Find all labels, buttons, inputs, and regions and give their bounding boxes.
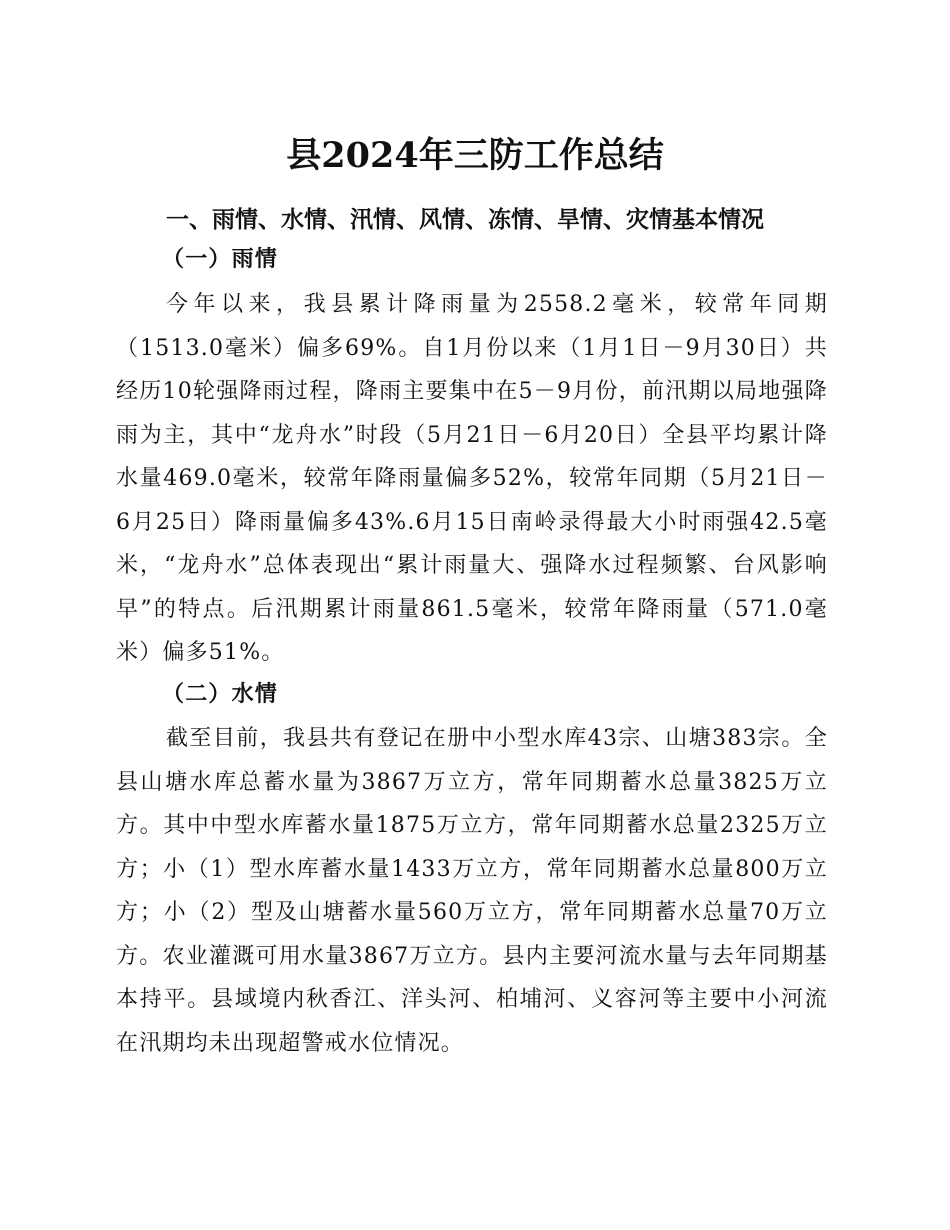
section-heading-basic-situation: 一、雨情、水情、汛情、风情、冻情、旱情、灾情基本情况 — [166, 207, 764, 233]
paragraph-rain: 今年以来，我县累计降雨量为2558.2毫米，较常年同期（1513.0毫米）偏多69%。自1月份以来（1月1日－9月30日）共经历10轮强降雨过程，降雨主要集中在5－9月份，前汛期以局地强降雨为主，其中“龙舟水”时段（5月21日－6月20日）全县平均累计降水量469.0毫米，较常年降雨量偏多52%，较常年同期（5月21日－6月25日）降雨量偏多43%.6月15日南岭录得最大小时雨强42.5毫米，“龙舟水”总体表现出“累计雨量大、强降水过程频繁、台风影响早”的特点。后汛期累计雨量861.5毫米，较常年降雨量（571.0毫米）偏多51%。 — [116, 292, 828, 665]
document-title: 县2024年三防工作总结 — [286, 135, 664, 176]
subsection-heading-rain: （一）雨情 — [162, 246, 279, 272]
paragraph-water: 截至目前，我县共有登记在册中小型水库43宗、山塘383宗。全县山塘水库总蓄水量为3867万立方，常年同期蓄水总量3825万立方。其中中型水库蓄水量1875万立方，常年同期蓄水总量2325万立方；小（1）型水库蓄水量1433万立方，常年同期蓄水总量800万立方；小（2）型及山塘蓄水量560万立方，常年同期蓄水总量70万立方。农业灌溉可用水量3867万立方。县内主要河流水量与去年同期基本持平。县域境内秋香江、洋头河、柏埔河、义容河等主要中小河流在汛期均未出现超警戒水位情况。 — [116, 726, 828, 1056]
subsection-heading-water: （二）水情 — [162, 681, 279, 707]
